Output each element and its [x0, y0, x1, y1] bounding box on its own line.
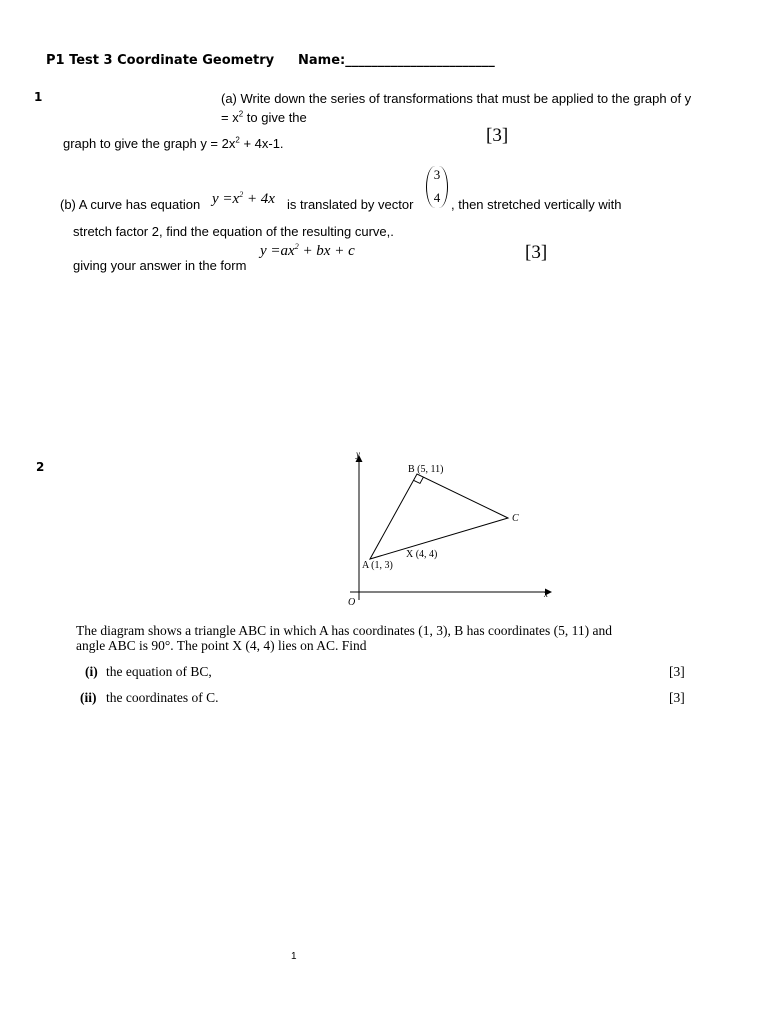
q1a-line1: (a) Write down the series of transformations that must be applied to the graph of y	[221, 91, 692, 106]
vector-top: 3	[433, 167, 441, 182]
q1b-line2: stretch factor 2, find the equation of the resulting curve,.	[73, 224, 394, 239]
q1b-translated-text: is translated by vector	[287, 197, 414, 212]
q2-part-ii-label: (ii)	[80, 690, 97, 705]
q1b-answer-form: $y =ax^2$ + bx + c	[260, 242, 355, 259]
q1b-marks: [3]	[525, 242, 548, 263]
q1a-line3: graph to give the graph $y = 2x^2 + 4x-1$.	[63, 135, 284, 151]
q1b-stretch-text: , then stretched vertically with	[451, 197, 622, 212]
q1a-marks: [3]	[486, 125, 509, 146]
point-x-label: X (4, 4)	[406, 549, 438, 560]
triangle-abc	[370, 474, 508, 559]
q1b-equation: $y =x^2 + 4x$	[212, 190, 275, 207]
q2-part-i-text: the equation of BC,	[106, 664, 212, 679]
y-axis-label: y	[356, 449, 360, 459]
origin-label: O	[348, 597, 356, 608]
page-title: P1 Test 3 Coordinate Geometry	[46, 53, 275, 68]
x-axis-label: x	[544, 589, 548, 599]
q2-part-ii-text: the coordinates of C.	[106, 690, 219, 705]
page-number: 1	[291, 951, 297, 962]
point-a-label: A (1, 3)	[362, 560, 393, 571]
q1b-line3: giving your answer in the form	[73, 258, 247, 273]
q2-part-i-label: (i)	[85, 664, 98, 679]
q2-description-line2: angle ABC is 90°. The point X (4, 4) lies on AC. Find	[76, 638, 367, 653]
translation-vector	[426, 166, 448, 208]
name-field-label: Name:_______________________	[298, 53, 495, 68]
q1b-intro: (b) A curve has equation	[60, 197, 201, 212]
point-c-label: C	[512, 513, 519, 524]
q1a-line2: = $x^2$ to give the	[221, 109, 307, 125]
triangle-diagram	[340, 446, 555, 608]
q2-part-i-marks: [3]	[669, 664, 685, 679]
point-b-label: B (5, 11)	[408, 464, 444, 475]
q2-part-ii-marks: [3]	[669, 690, 685, 705]
question-number-1: 1	[34, 90, 43, 104]
q2-description-line1: The diagram shows a triangle ABC in which A has coordinates (1, 3), B has coordinates (5, 11) and	[76, 623, 613, 638]
vector-bottom: 4	[433, 190, 441, 205]
question-number-2: 2	[36, 460, 45, 474]
